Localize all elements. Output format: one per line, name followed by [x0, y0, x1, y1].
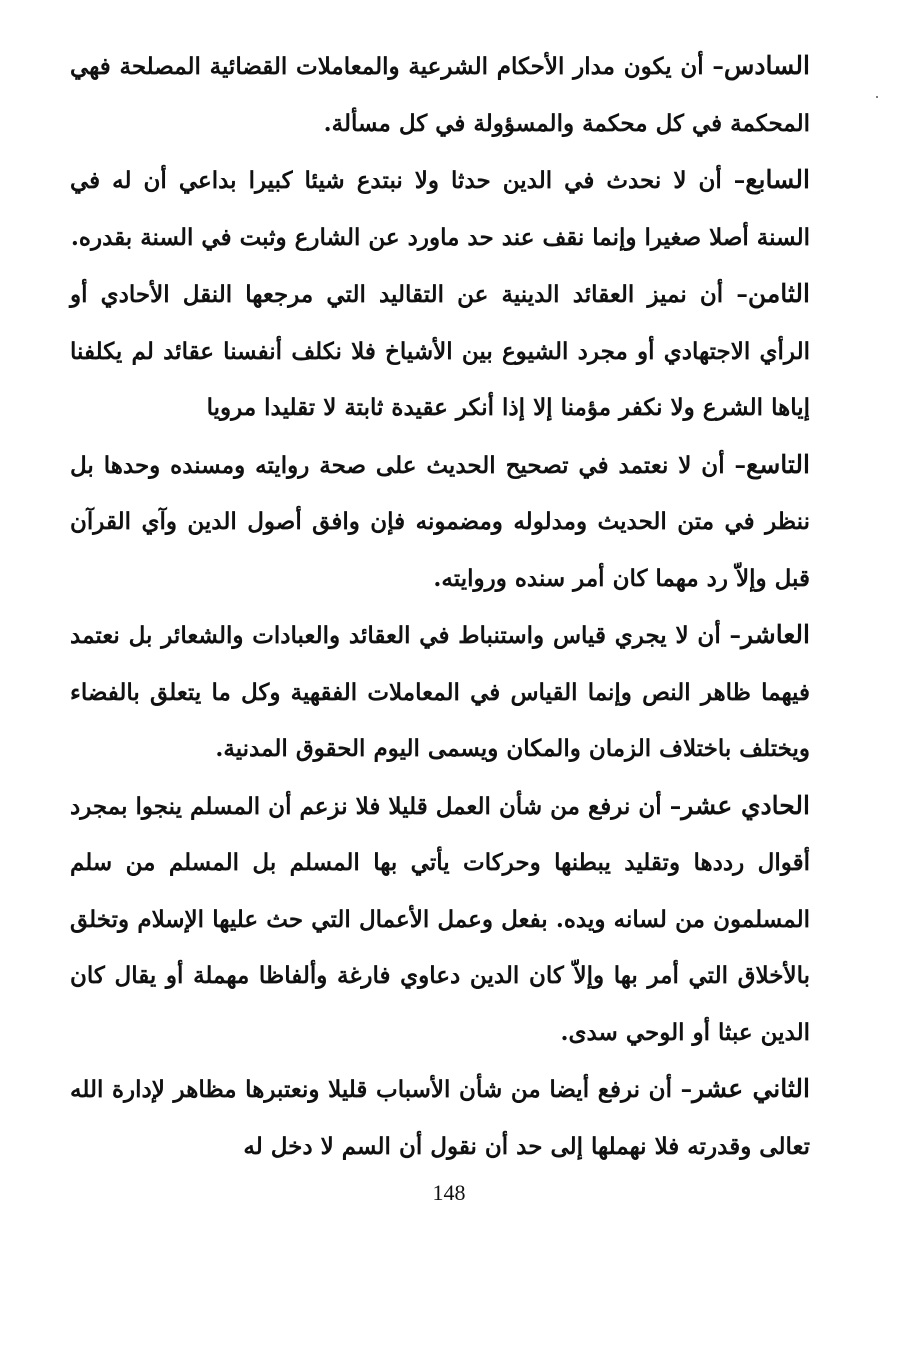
paragraph-text: – أن لا يجري قياس واستنباط في العقائد والعبادات والشعائر بل نعتمد فيهما ظاهر النص وإنما القياس في المعاملات الفقهية وكل ما يتعلق بالفضاء ويختلف باختلاف الزمان والمكان ويسمى اليوم الحقوق المدنية.	[70, 622, 810, 762]
paragraph-text: – أن نميز العقائد الدينية عن التقاليد التي مرجعها النقل الأحادي أو الرأي الاجتهادي أو مجرد الشيوع بين الأشياخ فلا نكلف أنفسنا عقائد لم يكلفنا إياها الشرع ولا نكفر مؤمنا إلا إذا أنكر عقيدة ثابتة لا تقليدا مرويا	[70, 281, 810, 421]
paragraph-lead: الحادي عشر	[681, 790, 810, 820]
paragraph-lead: الثامن	[747, 279, 810, 308]
body-text	[70, 38, 810, 1175]
paragraph-text: – أن يكون مدار الأحكام الشرعية والمعاملات القضائية المصلحة فهي المحكمة في كل محكمة والمسؤولة في كل مسألة.	[70, 53, 810, 137]
paragraph-seventh	[70, 152, 810, 266]
paragraph-text: – أن لا نعتمد في تصحيح الحديث على صحة روايته ومسنده وحدها بل ننظر في متن الحديث ومدلوله ومضمونه فإن وافق أصول الدين وآي القرآن قبل وإلاّ رد مهما كان أمر سنده وروايته.	[70, 451, 810, 592]
page-number: 148	[432, 1180, 466, 1205]
paragraph-sixth	[70, 38, 810, 152]
paragraph-lead: السادس	[723, 51, 810, 80]
paragraph-lead: العاشر	[741, 620, 810, 649]
paragraph-lead: التاسع	[746, 449, 810, 479]
paragraph-text: – أن لا نحدث في الدين حدثا ولا نبتدع شيئا كبيرا بداعي أن له في السنة أصلا صغيرا وإنما نقف عند حد ماورد عن الشارع وثبت في السنة بقدره.	[70, 167, 810, 251]
paragraph-text: – أن نرفع أيضا من شأن الأسباب قليلا ونعتبرها مظاهر لإدارة الله تعالى وقدرته فلا نهملها إلى حد أن نقول أن السم لا دخل له	[70, 1076, 810, 1160]
paragraph-ninth	[70, 437, 810, 608]
paragraph-lead: السابع	[745, 165, 810, 194]
paragraph-tenth	[70, 607, 810, 778]
paragraph-eleventh	[70, 778, 810, 1062]
paragraph-eighth	[70, 266, 810, 437]
paragraph-twelfth	[70, 1061, 810, 1175]
scan-speck	[876, 96, 878, 98]
paragraph-text: – أن نرفع من شأن العمل قليلا فلا نزعم أن المسلم ينجوا بمجرد أقوال رددها وتقليد يبطنها وحركات يأتي بها المسلم بل المسلم من سلم المسلمون من لسانه ويده. بفعل وعمل الأعمال التي حث عليها الإسلام وتخلق بالأخلاق التي أمر بها وإلاّ كان الدين دعاوي فارغة وألفاظا مهملة أو يقال كان الدين عبثا أو الوحي سدى.	[70, 792, 810, 1046]
paragraph-lead: الثاني عشر	[692, 1074, 810, 1103]
